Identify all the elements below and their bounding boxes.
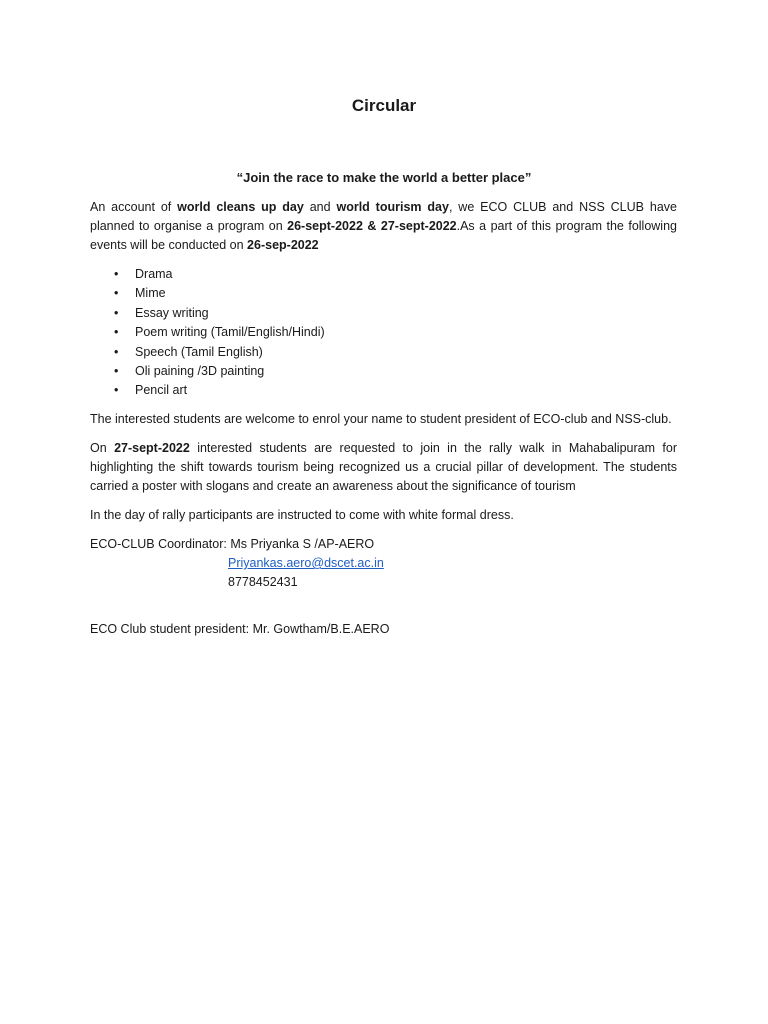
enrol-paragraph: The interested students are welcome to enrol your name to student president of ECO-club and NSS-club.: [90, 412, 672, 426]
bullet-icon: •: [114, 286, 119, 301]
list-item: [90, 343, 677, 362]
intro-bold-tourism-day: world tourism day: [336, 200, 449, 214]
bullet-icon: •: [114, 383, 119, 398]
event-label: Mime: [135, 286, 166, 301]
student-president: ECO Club student president: Mr. Gowtham/B.E.AERO: [90, 622, 390, 636]
intro-paragraph: [90, 198, 677, 255]
bullet-icon: •: [114, 363, 119, 378]
event-label: Pencil art: [135, 383, 188, 398]
intro-bold-dates: 26-sept-2022 & 27-sept-2022: [287, 219, 457, 233]
event-label: Oli paining /3D painting: [135, 363, 265, 378]
bullet-icon: •: [114, 325, 119, 340]
bullet-icon: •: [114, 305, 119, 320]
list-item: [90, 265, 677, 284]
list-item: [90, 362, 677, 381]
event-label: Drama: [135, 267, 173, 281]
list-item: [90, 304, 677, 323]
event-label: Essay writing: [135, 305, 209, 320]
event-label: Speech (Tamil English): [135, 344, 263, 359]
slogan-quote: “Join the race to make the world a better place”: [236, 170, 532, 185]
intro-text-1: An account of: [90, 200, 178, 214]
list-item: [90, 323, 677, 342]
rally-paragraph: [90, 439, 677, 496]
coordinator-label: ECO-CLUB Coordinator: Ms Priyanka S /AP-AERO: [90, 537, 375, 551]
events-list: [90, 265, 677, 401]
intro-text-2: and: [303, 200, 337, 214]
bullet-icon: •: [114, 267, 119, 281]
rally-text-1: On: [90, 441, 115, 455]
coordinator-phone: 8778452431: [228, 575, 298, 589]
coordinator-email-link[interactable]: Priyankas.aero@dscet.ac.in: [228, 556, 384, 570]
list-item: [90, 381, 677, 400]
event-label: Poem writing (Tamil/English/Hindi): [135, 325, 325, 340]
list-item: [90, 284, 677, 303]
rally-bold-date: 27-sept-2022: [114, 441, 190, 455]
document-title: Circular: [351, 96, 417, 115]
intro-text-4: .As a part of this program the following events will be conducted on: [90, 219, 677, 252]
intro-bold-cleanup-day: world cleans up day: [177, 200, 304, 214]
intro-bold-event-date: 26-sep-2022: [247, 238, 319, 252]
bullet-icon: •: [114, 344, 119, 359]
rally-text-2: interested students are requested to join in the rally walk in Mahabalipuram for highlighting the shift towards tourism being recognized us a crucial pillar of development. The students carried a poster with slogans and create an awareness about the significance of tourism: [90, 441, 677, 493]
intro-text-3: , we ECO CLUB and NSS CLUB have planned to organise a program on: [90, 200, 677, 233]
dress-code-paragraph: In the day of rally participants are instructed to come with white formal dress.: [90, 508, 514, 522]
